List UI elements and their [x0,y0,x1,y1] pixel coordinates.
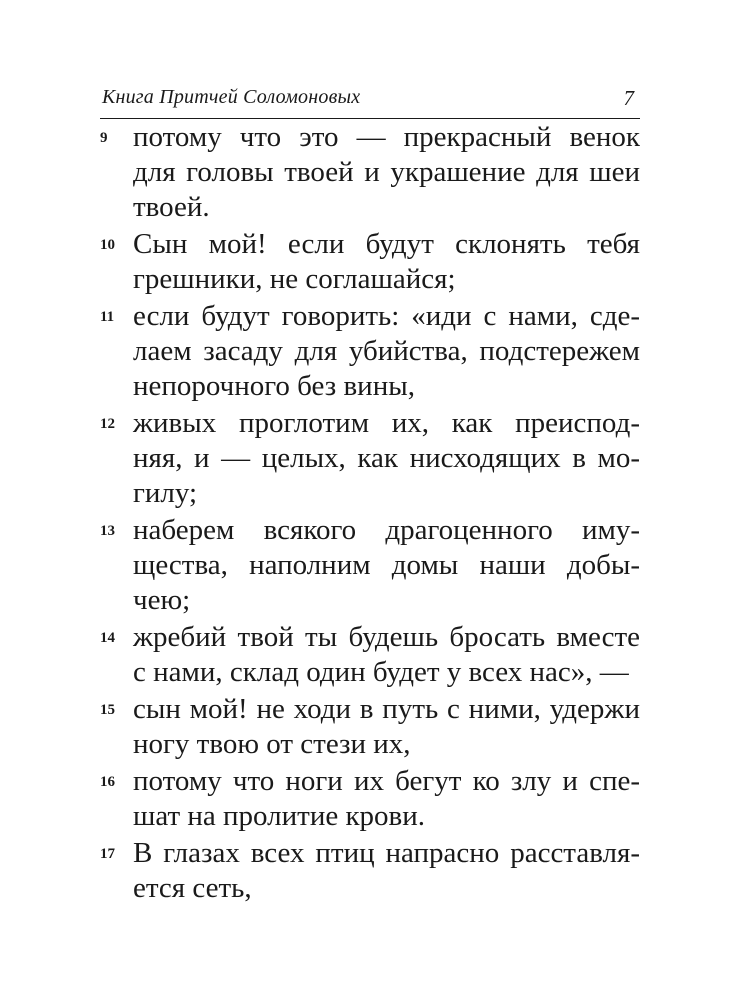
verse-line: гилу; [133,477,198,509]
verse-16 [100,764,640,834]
verse-number: 11 [100,309,115,325]
verse-text [133,620,640,690]
verse-13 [100,513,640,618]
verse-text [133,836,640,906]
verse-number: 12 [100,416,115,432]
verse-line: шат на пролитие крови. [133,800,426,832]
page-number: 7 [623,86,634,110]
verse-text [133,227,640,297]
verse-number: 10 [100,237,115,253]
verse-number: 14 [100,630,115,646]
verse-15 [100,692,640,762]
running-title: Книга Притчей Соломоновых [102,86,361,108]
verse-line: потому что это — прекрасный венок [133,121,640,153]
verse-line: В глазах всех птиц напрасно расставля- [133,837,640,869]
verse-line: грешники, не соглашайся; [133,263,456,295]
verse-line: непорочного без вины, [133,370,415,402]
verse-number: 13 [100,523,115,539]
verse-number: 15 [100,702,115,718]
verse-line: с нами, склад один будет у всех нас», — [133,656,629,688]
verse-line: няя, и — целых, как нисходящих в мо- [133,442,640,474]
verse-text [133,764,640,834]
verse-number: 9 [100,130,108,146]
verse-number: 16 [100,774,115,790]
verse-line: сын мой! не ходи в путь с ними, удержи [133,693,640,725]
verse-17 [100,836,640,906]
running-head [100,84,640,119]
verse-text [133,299,640,404]
verse-line: потому что ноги их бегут ко злу и спе- [133,765,640,797]
verse-12 [100,406,640,511]
verse-line: лаем засаду для убийства, подстережем [133,335,640,367]
verse-text [133,513,640,618]
verse-text [133,120,640,225]
verse-line: для головы твоей и украшение для шеи [133,156,640,188]
verse-line: щества, наполним домы наши добы- [133,549,640,581]
verse-11 [100,299,640,404]
verse-line: если будут говорить: «иди с нами, сде- [133,300,640,332]
verse-line: чею; [133,584,191,616]
verse-text [133,692,640,762]
verse-list [100,120,640,908]
verse-line: ется сеть, [133,872,252,904]
verse-10 [100,227,640,297]
verse-line: ногу твою от стези их, [133,728,411,760]
verse-line: Сын мой! если будут склонять тебя [133,228,640,260]
verse-9 [100,120,640,225]
verse-number: 17 [100,846,115,862]
verse-line: наберем всякого драгоценного иму- [133,514,640,546]
verse-line: живых проглотим их, как преиспод- [133,407,640,439]
verse-text [133,406,640,511]
verse-line: твоей. [133,191,210,223]
verse-14 [100,620,640,690]
verse-line: жребий твой ты будешь бросать вместе [133,621,640,653]
